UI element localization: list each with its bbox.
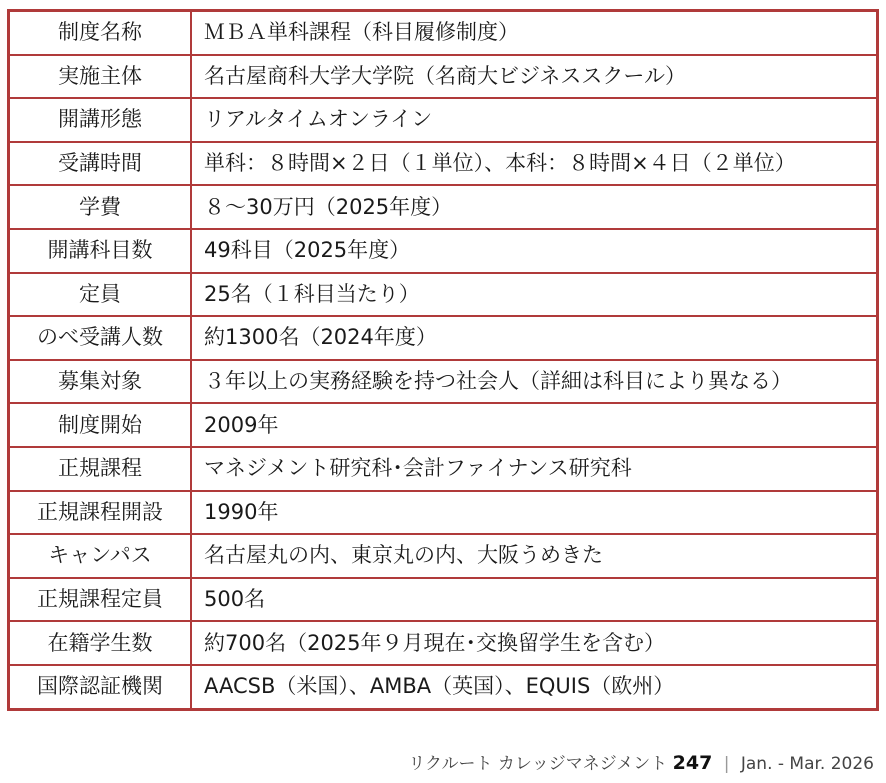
table-row — [9, 316, 878, 360]
row-label: キャンパス — [9, 534, 192, 578]
row-label: 在籍学生数 — [9, 621, 192, 665]
row-label: 募集対象 — [9, 360, 192, 404]
info-table — [7, 9, 879, 711]
table-row — [9, 55, 878, 99]
table-row — [9, 11, 878, 55]
row-label: 開講科目数 — [9, 229, 192, 273]
table-row — [9, 447, 878, 491]
table-row — [9, 534, 878, 578]
table-row — [9, 360, 878, 404]
page-footer — [408, 749, 874, 774]
row-value: 25名（１科目当たり） — [191, 273, 878, 317]
row-value: 49科目（2025年度） — [191, 229, 878, 273]
table-row — [9, 273, 878, 317]
row-label: 国際認証機関 — [9, 665, 192, 709]
table-row — [9, 98, 878, 142]
row-value: 単科：８時間×２日（１単位）、本科：８時間×４日（２単位） — [191, 142, 878, 186]
issue-number: 247 — [672, 752, 713, 774]
row-label: 正規課程開設 — [9, 491, 192, 535]
row-value: 名古屋商科大学大学院（名商大ビジネススクール） — [191, 55, 878, 99]
row-label: 実施主体 — [9, 55, 192, 99]
table-row — [9, 621, 878, 665]
row-value: 500名 — [191, 578, 878, 622]
row-value: 約700名（2025年９月現在･交換留学生を含む） — [191, 621, 878, 665]
publication-name: リクルート カレッジマネジメント — [408, 754, 668, 774]
row-label: 制度名称 — [9, 11, 192, 55]
row-value: ３年以上の実務経験を持つ社会人（詳細は科目により異なる） — [191, 360, 878, 404]
issue-date: Jan. - Mar. 2026 — [740, 754, 874, 774]
table-row — [9, 578, 878, 622]
table-row — [9, 665, 878, 709]
row-label: 制度開始 — [9, 403, 192, 447]
row-value: AACSB（米国）、AMBA（英国）、EQUIS（欧州） — [191, 665, 878, 709]
row-value: 2009年 — [191, 403, 878, 447]
row-value: 名古屋丸の内、東京丸の内、大阪うめきた — [191, 534, 878, 578]
row-label: 正規課程 — [9, 447, 192, 491]
row-value: ＭＢＡ単科課程（科目履修制度） — [191, 11, 878, 55]
row-value: リアルタイムオンライン — [191, 98, 878, 142]
row-label: 学費 — [9, 185, 192, 229]
row-label: 受講時間 — [9, 142, 192, 186]
table-row — [9, 491, 878, 535]
table-row — [9, 142, 878, 186]
table-row — [9, 403, 878, 447]
row-label: 正規課程定員 — [9, 578, 192, 622]
row-value: マネジメント研究科･会計ファイナンス研究科 — [191, 447, 878, 491]
row-label: のべ受講人数 — [9, 316, 192, 360]
row-label: 定員 — [9, 273, 192, 317]
row-value: ８～30万円（2025年度） — [191, 185, 878, 229]
footer-separator: | — [723, 754, 730, 774]
table-row — [9, 185, 878, 229]
row-value: 1990年 — [191, 491, 878, 535]
row-value: 約1300名（2024年度） — [191, 316, 878, 360]
table-row — [9, 229, 878, 273]
row-label: 開講形態 — [9, 98, 192, 142]
